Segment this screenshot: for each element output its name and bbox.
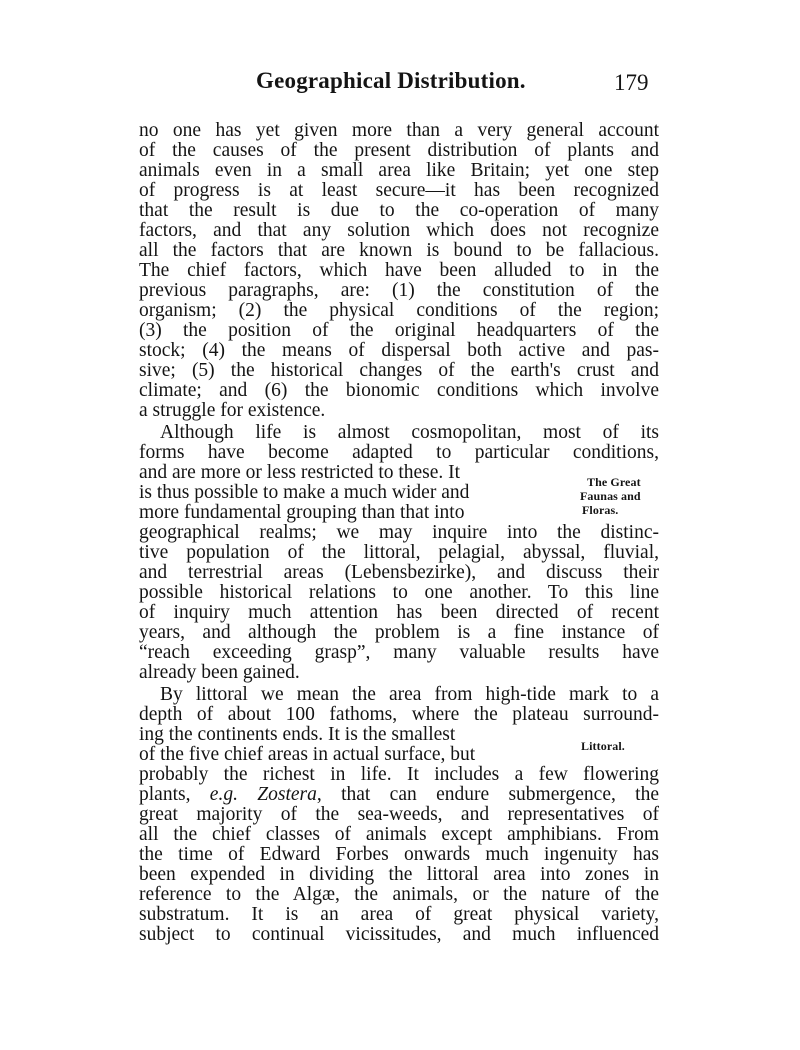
text-line: sive; (5) the historical changes of the earth's crust and bbox=[139, 360, 659, 381]
text-line: and are more or less restricted to these. It bbox=[139, 462, 461, 483]
italic-abbreviation: e.g. bbox=[209, 784, 238, 805]
text-line: Although life is almost cosmopolitan, most of its bbox=[160, 422, 659, 443]
text-line: that the result is due to the co-operation of many bbox=[139, 200, 659, 221]
text-line: years, and although the problem is a fine instance of bbox=[139, 622, 659, 643]
text-line: depth of about 100 fathoms, where the plateau surround- bbox=[139, 704, 659, 725]
text-line: no one has yet given more than a very general account bbox=[139, 120, 659, 141]
text-line: animals even in a small area like Britain; yet one step bbox=[139, 160, 659, 181]
text-line: “reach exceeding grasp”, many valuable results have bbox=[139, 642, 659, 663]
text-line: the time of Edward Forbes onwards much ingenuity has bbox=[139, 844, 659, 865]
text-line: forms have become adapted to particular conditions, bbox=[139, 442, 659, 463]
text-line: climate; and (6) the bionomic conditions which involve bbox=[139, 380, 659, 401]
text-fragment: , that can endure submergence, the bbox=[316, 784, 660, 805]
text-line: stock; (4) the means of dispersal both active and pas- bbox=[139, 340, 659, 361]
text-line: substratum. It is an area of great physical variety, bbox=[139, 904, 659, 925]
italic-genus-name: Zostera bbox=[257, 784, 317, 805]
text-line: The chief factors, which have been alluded to in the bbox=[139, 260, 659, 281]
sidenote-great-faunas-line3: Floras. bbox=[582, 503, 619, 517]
text-line: of progress is at least secure—it has been recognized bbox=[139, 180, 659, 201]
text-line: reference to the Algæ, the animals, or the nature of the bbox=[139, 884, 659, 905]
text-line: of the causes of the present distribution of plants and bbox=[139, 140, 659, 161]
text-line: a struggle for existence. bbox=[139, 400, 326, 421]
text-line: probably the richest in life. It includes a few flowering bbox=[139, 764, 659, 785]
text-line: great majority of the sea-weeds, and representatives of bbox=[139, 804, 659, 825]
sidenote-littoral: Littoral. bbox=[581, 739, 625, 753]
running-head-title: Geographical Distribution. bbox=[256, 68, 526, 93]
text-line: more fundamental grouping than that into bbox=[139, 502, 465, 523]
text-line: (3) the position of the original headquarters of the bbox=[139, 320, 659, 341]
text-line: of the five chief areas in actual surface, but bbox=[139, 744, 476, 765]
sidenote-great-faunas-line1: The Great bbox=[587, 475, 641, 489]
text-line: all the factors that are known is bound to be fallacious. bbox=[139, 240, 659, 261]
text-line: and terrestrial areas (Lebensbezirke), and discuss their bbox=[139, 562, 659, 583]
sidenote-great-faunas-line2: Faunas and bbox=[580, 489, 641, 503]
text-line: By littoral we mean the area from high-tide mark to a bbox=[160, 684, 659, 705]
text-fragment bbox=[238, 784, 257, 805]
text-line: previous paragraphs, are: (1) the constitution of the bbox=[139, 280, 659, 301]
text-line: tive population of the littoral, pelagial, abyssal, fluvial, bbox=[139, 542, 659, 563]
text-line-with-italics bbox=[139, 785, 659, 805]
text-line: is thus possible to make a much wider and bbox=[139, 482, 470, 503]
text-fragment: plants, bbox=[139, 784, 210, 805]
text-line: already been gained. bbox=[139, 662, 300, 683]
text-line: subject to continual vicissitudes, and much influenced bbox=[139, 924, 659, 945]
page-number: 179 bbox=[614, 70, 649, 95]
text-line: geographical realms; we may inquire into the distinc- bbox=[139, 522, 659, 543]
text-line: of inquiry much attention has been directed of recent bbox=[139, 602, 659, 623]
text-line: organism; (2) the physical conditions of the region; bbox=[139, 300, 659, 321]
text-line: all the chief classes of animals except amphibians. From bbox=[139, 824, 659, 845]
text-line: possible historical relations to one another. To this line bbox=[139, 582, 659, 603]
text-line: factors, and that any solution which does not recognize bbox=[139, 220, 659, 241]
text-line: been expended in dividing the littoral area into zones in bbox=[139, 864, 659, 885]
text-line: ing the continents ends. It is the smallest bbox=[139, 724, 456, 745]
